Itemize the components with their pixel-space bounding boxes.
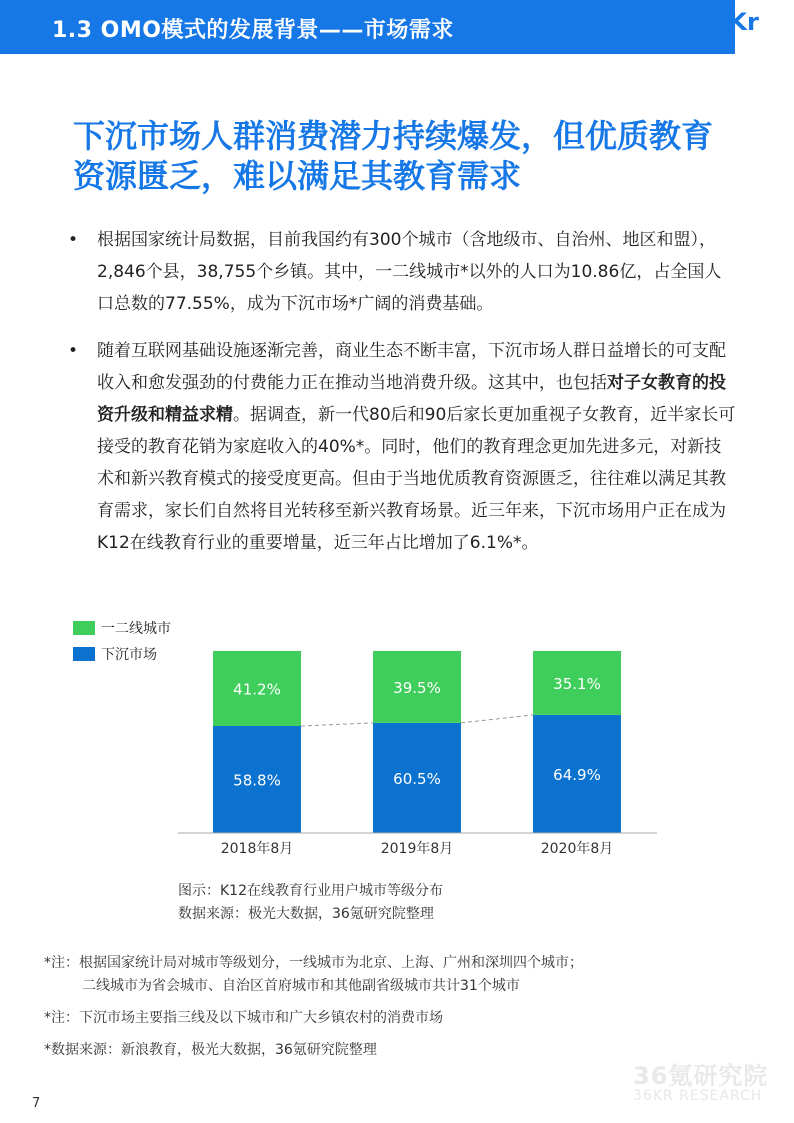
bullet-item [66, 224, 736, 320]
page-headline: 下沉市场人群消费潜力持续爆发，但优质教育资源匮乏，难以满足其教育需求 [73, 117, 714, 195]
data-label-lower-tier: 64.9% [553, 765, 601, 784]
watermark-en: 36KR RESEARCH [633, 1088, 763, 1104]
bullet-list [66, 224, 736, 574]
data-label-lower-tier: 60.5% [393, 769, 441, 788]
section-title: 1.3 OMO模式的发展背景——市场需求 [52, 18, 454, 43]
figure-caption [178, 880, 443, 926]
x-tick-label: 2020年8月 [540, 841, 614, 857]
footnote-continuation: 二线城市为省会城市、自治区首府城市和其他副省级城市共计31个城市 [82, 978, 520, 994]
figure-source: 数据来源：极光大数据，36氪研究院整理 [178, 906, 434, 922]
footnote: *注：下沉市场主要指三线及以下城市和广大乡镇农村的消费市场 [44, 1010, 443, 1026]
36kr-logo [693, 0, 794, 54]
bullet-text: 根据国家统计局数据，目前我国约有300个城市（含地级市、自治州、地区和盟），2,846个县，38,755个乡镇。其中，一二线城市*以外的人口为10.86亿，占全国人口总数的77.55%，成为下沉市场*广阔的消费基础。 [97, 230, 722, 314]
legend-label: 下沉市场 [101, 647, 157, 663]
header-bar [0, 0, 735, 54]
legend-item-tier1-2 [73, 618, 171, 638]
bullet-text: 。据调查，新一代80后和90后家长更加重视子女教育，近半家长可接受的教育花销为家庭收入的40%*。同时，他们的教育理念更加先进多元，对新技术和新兴教育模式的接受度更高。但由于当地优质教育资源匮乏，往往难以满足其教育需求，家长们自然将目光转移至新兴教育场景。近三年来，下沉市场用户正在成为K12在线教育行业的重要增量，近三年占比增加了6.1%*。 [97, 405, 736, 553]
legend-label: 一二线城市 [101, 621, 171, 637]
bullet-marker: • [68, 230, 79, 250]
stacked-bar-chart [150, 640, 670, 865]
footnote: *注：根据国家统计局对城市等级划分，一线城市为北京、上海、广州和深圳四个城市； [44, 955, 583, 971]
logo-text: 36Kr [695, 8, 759, 36]
legend-swatch-blue [73, 647, 95, 661]
bullet-text: 随着互联网基础设施逐渐完善，商业生态不断丰富，下沉市场人群日益增长的可支配收入和愈发强劲的付费能力正在推动当地消费升级。这其中，也包括 [97, 341, 726, 393]
footnotes [44, 952, 583, 1062]
connector-line [461, 715, 533, 723]
bullet-item [66, 335, 736, 559]
data-label-tier1-2: 41.2% [233, 680, 281, 699]
footnote: *数据来源：新浪教育，极光大数据，36氪研究院整理 [44, 1042, 377, 1058]
bullet-marker: • [68, 341, 79, 361]
data-label-tier1-2: 39.5% [393, 678, 441, 697]
figure-title: 图示：K12在线教育行业用户城市等级分布 [178, 883, 443, 899]
data-label-tier1-2: 35.1% [553, 674, 601, 693]
page-number: 7 [32, 1096, 41, 1111]
connector-line [301, 723, 373, 726]
data-label-lower-tier: 58.8% [233, 771, 281, 790]
x-tick-label: 2018年8月 [220, 841, 294, 857]
x-tick-label: 2019年8月 [380, 841, 454, 857]
bullet-bold-text: 对子女教育的投资升级和精益求精 [97, 373, 726, 425]
watermark-cn: 36氪研究院 [633, 1062, 769, 1090]
legend-swatch-green [73, 621, 95, 635]
